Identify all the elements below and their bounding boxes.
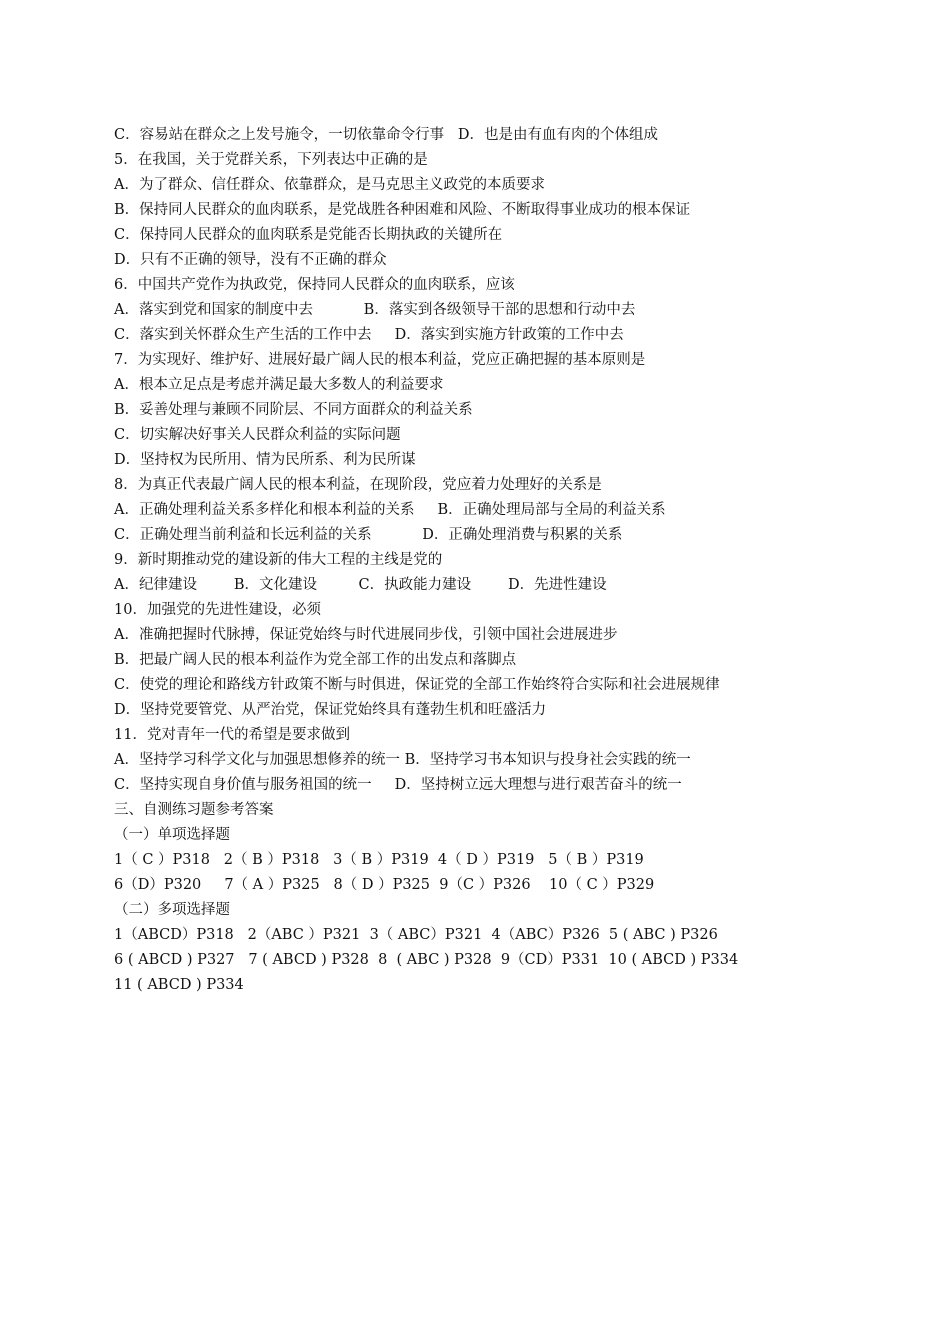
option-line: A．坚持学习科学文化与加强思想修养的统一 B．坚持学习书本知识与投身社会实践的统一 [114,752,691,768]
answer-line: 11 ( ABCD ) P334 [114,977,244,993]
subsection-heading: （一）单项选择题 [114,827,230,843]
option-line: A．正确处理利益关系多样化和根本利益的关系 B．正确处理局部与全局的利益关系 [114,502,666,518]
option-line: C．使党的理论和路线方针政策不断与时俱进，保证党的全部工作始终符合实际和社会进展规律 [114,677,720,693]
answer-line: 6 ( ABCD ) P327 7 ( ABCD ) P328 8 ( ABC ) P328 9（CD）P331 10 ( ABCD ) P334 [114,952,739,968]
question-9-stem: 9．新时期推动党的建设新的伟大工程的主线是党的 [114,552,443,568]
option-line: B．把最广阔人民的根本利益作为党全部工作的出发点和落脚点 [114,652,517,668]
option-line: B．保持同人民群众的血肉联系，是党战胜各种困难和风险、不断取得事业成功的根本保证 [114,202,691,218]
option-line: C．切实解决好事关人民群众利益的实际问题 [114,427,401,443]
option-line: C．落实到关怀群众生产生活的工作中去 D．落实到实施方针政策的工作中去 [114,327,624,343]
option-line: D．坚持党要管党、从严治党，保证党始终具有蓬勃生机和旺盛活力 [114,702,547,718]
section-heading: 三、自测练习题参考答案 [114,802,274,818]
option-line: A．准确把握时代脉搏，保证党始终与时代进展同步伐，引领中国社会进展进步 [114,627,618,643]
option-line: C．正确处理当前利益和长远利益的关系 D．正确处理消费与积累的关系 [114,527,623,543]
answer-line: 1（ C ）P318 2（ B ）P318 3（ B ）P319 4（ D ）P319 5（ B ）P319 [114,852,644,868]
document-body [114,123,834,998]
option-line: C．坚持实现自身价值与服务祖国的统一 D．坚持树立远大理想与进行艰苦奋斗的统一 [114,777,682,793]
option-line: D．坚持权为民所用、情为民所系、利为民所谋 [114,452,416,468]
option-line: A．纪律建设 B．文化建设 C．执政能力建设 D．先进性建设 [114,577,607,593]
question-11-stem: 11．党对青年一代的希望是要求做到 [114,727,350,743]
option-line: A．根本立足点是考虑并满足最大多数人的利益要求 [114,377,444,393]
option-line: D．只有不正确的领导，没有不正确的群众 [114,252,387,268]
question-7-stem: 7．为实现好、维护好、进展好最广阔人民的根本利益，党应正确把握的基本原则是 [114,352,646,368]
question-5-stem: 5．在我国，关于党群关系，下列表达中正确的是 [114,152,428,168]
question-10-stem: 10．加强党的先进性建设，必须 [114,602,321,618]
question-8-stem: 8．为真正代表最广阔人民的根本利益，在现阶段，党应着力处理好的关系是 [114,477,602,493]
subsection-heading: （二）多项选择题 [114,902,230,918]
option-line: B．妥善处理与兼顾不同阶层、不同方面群众的利益关系 [114,402,473,418]
option-line: A．为了群众、信任群众、依靠群众，是马克思主义政党的本质要求 [114,177,545,193]
option-line: A．落实到党和国家的制度中去 B．落实到各级领导干部的思想和行动中去 [114,302,636,318]
answer-line: 6（D）P320 7（ A ）P325 8（ D ）P325 9（C ）P326 10（ C ）P329 [114,877,655,893]
text-line: C．容易站在群众之上发号施令，一切依靠命令行事 D．也是由有血有肉的个体组成 [114,127,659,143]
question-6-stem: 6．中国共产党作为执政党，保持同人民群众的血肉联系，应该 [114,277,515,293]
answer-line: 1（ABCD）P318 2（ABC ）P321 3（ ABC）P321 4（ABC）P326 5 ( ABC ) P326 [114,927,718,943]
option-line: C．保持同人民群众的血肉联系是党能否长期执政的关键所在 [114,227,503,243]
